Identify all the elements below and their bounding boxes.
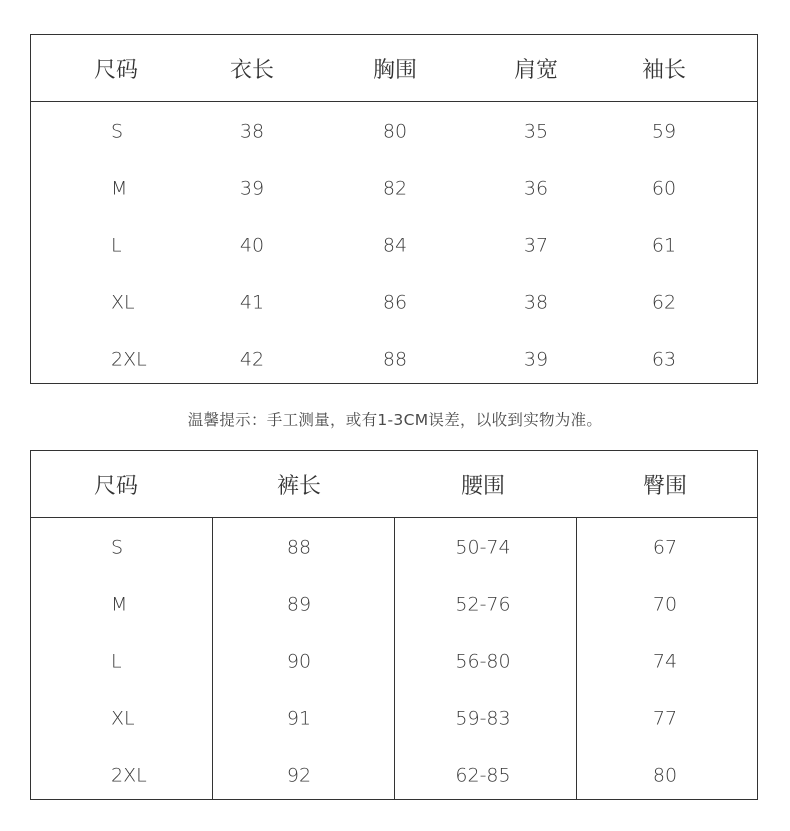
column-header: 臀围 bbox=[642, 474, 688, 499]
table-cell: 80 bbox=[382, 120, 408, 143]
table-cell: 35 bbox=[523, 120, 549, 143]
table-cell: 74 bbox=[652, 650, 678, 673]
table-cell: 80 bbox=[652, 764, 678, 787]
table-cell: 38 bbox=[239, 120, 265, 143]
size-label: 2XL bbox=[111, 348, 147, 371]
table-cell: 52-76 bbox=[455, 593, 511, 616]
table-cell: 67 bbox=[652, 536, 678, 559]
table-cell: 59-83 bbox=[455, 707, 511, 730]
table-cell: 61 bbox=[651, 234, 677, 257]
table-cell: 77 bbox=[652, 707, 678, 730]
size-label: L bbox=[111, 650, 122, 673]
column-header: 袖长 bbox=[641, 58, 687, 83]
table-cell: 38 bbox=[523, 291, 549, 314]
column-header: 肩宽 bbox=[513, 58, 559, 83]
column-header: 衣长 bbox=[229, 58, 275, 83]
column-divider bbox=[212, 518, 213, 799]
table-cell: 91 bbox=[286, 707, 312, 730]
table-cell: 92 bbox=[286, 764, 312, 787]
table-cell: 37 bbox=[523, 234, 549, 257]
size-label: XL bbox=[111, 291, 135, 314]
column-header: 裤长 bbox=[276, 474, 322, 499]
table-cell: 88 bbox=[286, 536, 312, 559]
table-cell: 50-74 bbox=[455, 536, 511, 559]
table-cell: 40 bbox=[239, 234, 265, 257]
table-cell: 90 bbox=[286, 650, 312, 673]
table-cell: 62 bbox=[651, 291, 677, 314]
bottom-size-table bbox=[30, 450, 758, 800]
table-cell: 42 bbox=[239, 348, 265, 371]
table-cell: 70 bbox=[652, 593, 678, 616]
table-cell: 36 bbox=[523, 177, 549, 200]
column-header: 尺码 bbox=[93, 58, 139, 83]
table-cell: 86 bbox=[382, 291, 408, 314]
table-cell: 82 bbox=[382, 177, 408, 200]
column-header: 尺码 bbox=[93, 474, 139, 499]
size-label: S bbox=[111, 120, 124, 143]
table-cell: 88 bbox=[382, 348, 408, 371]
table-cell: 62-85 bbox=[455, 764, 511, 787]
size-label: S bbox=[111, 536, 124, 559]
column-header: 胸围 bbox=[372, 58, 418, 83]
size-label: 2XL bbox=[111, 764, 147, 787]
table-cell: 89 bbox=[286, 593, 312, 616]
table-cell: 84 bbox=[382, 234, 408, 257]
table-cell: 59 bbox=[651, 120, 677, 143]
table-cell: 63 bbox=[651, 348, 677, 371]
table-cell: 60 bbox=[651, 177, 677, 200]
top-size-table bbox=[30, 34, 758, 384]
size-label: M bbox=[111, 593, 128, 616]
table-cell: 41 bbox=[239, 291, 265, 314]
table-cell: 56-80 bbox=[455, 650, 511, 673]
size-label: XL bbox=[111, 707, 135, 730]
size-label: L bbox=[111, 234, 122, 257]
column-header: 腰围 bbox=[460, 474, 506, 499]
column-divider bbox=[394, 518, 395, 799]
column-divider bbox=[576, 518, 577, 799]
measurement-note: 温馨提示：手工测量，或有1-3CM误差，以收到实物为准。 bbox=[187, 411, 603, 429]
table-cell: 39 bbox=[523, 348, 549, 371]
size-label: M bbox=[111, 177, 128, 200]
table-cell: 39 bbox=[239, 177, 265, 200]
